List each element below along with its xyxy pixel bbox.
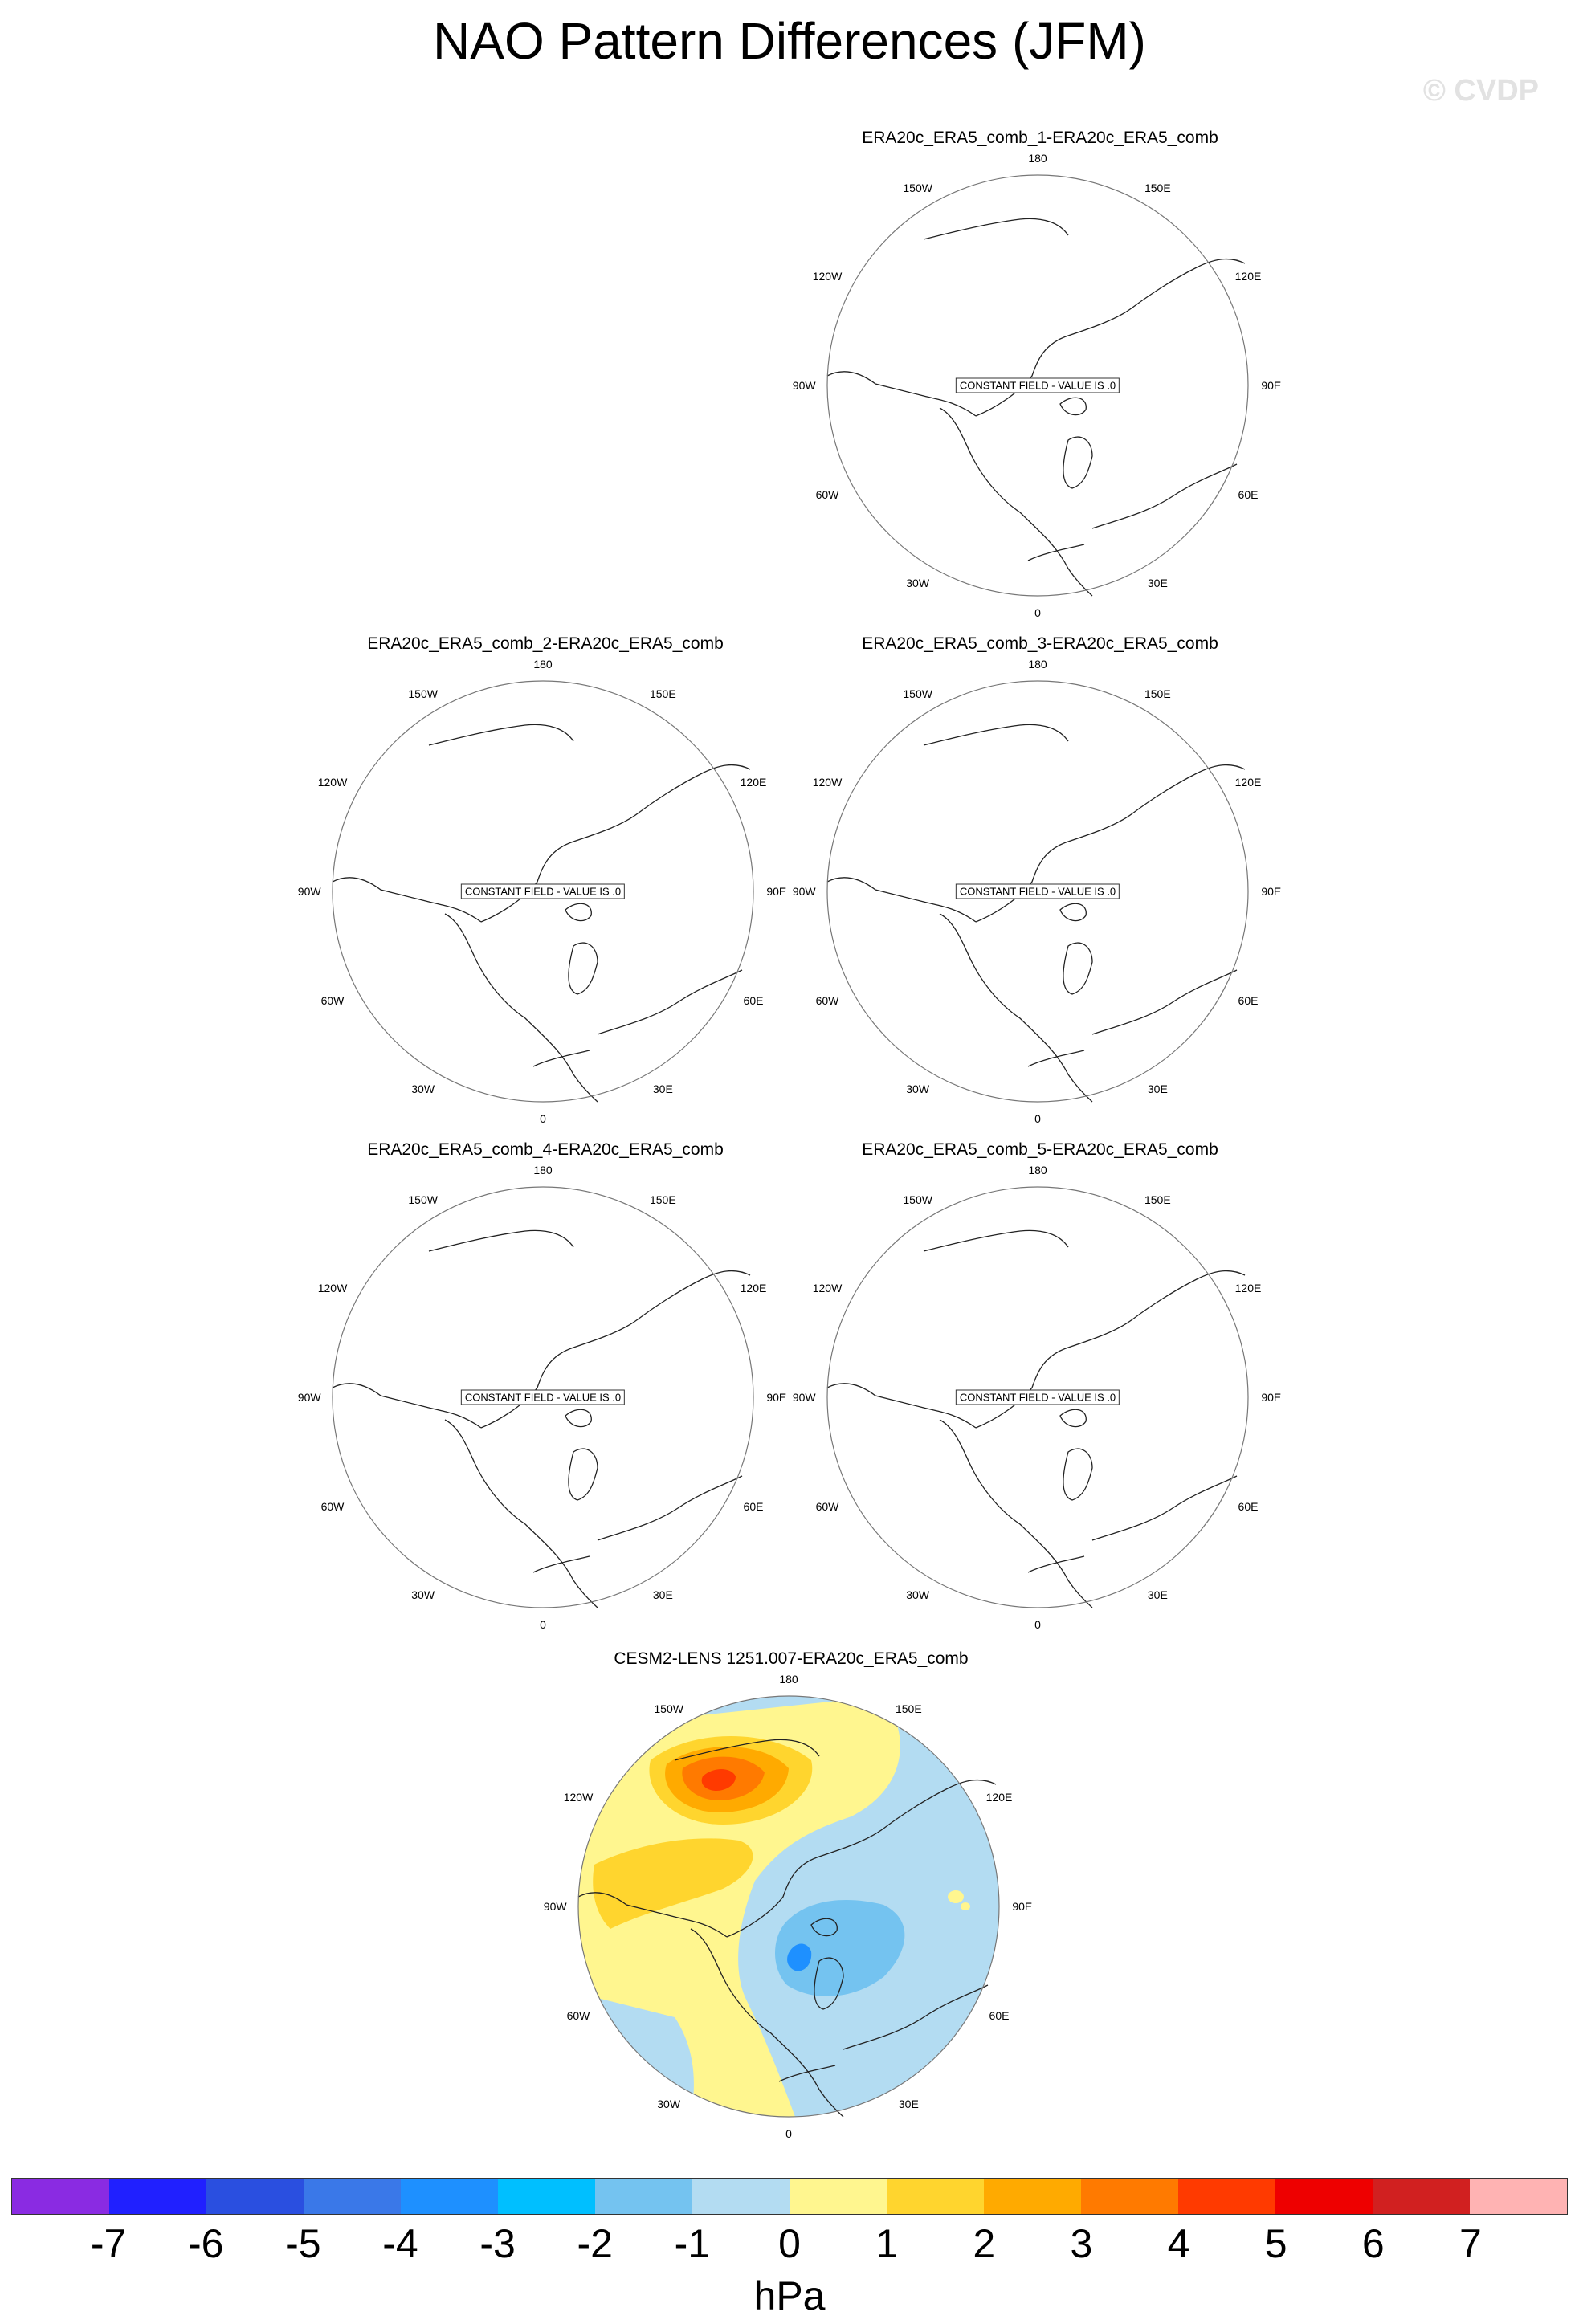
coastline	[429, 1230, 573, 1251]
coastline	[1063, 943, 1092, 994]
longitude-label: 30E	[1147, 1082, 1168, 1096]
colorbar-tick-label: 1	[875, 2221, 899, 2266]
colorbar-tick-label: 6	[1361, 2221, 1385, 2266]
longitude-label: 150E	[1144, 687, 1171, 700]
longitude-label: 90W	[543, 1900, 567, 1913]
longitude-label: 120W	[563, 1790, 594, 1804]
colorbar-tick-label: 2	[973, 2221, 996, 2266]
coastline	[1092, 1476, 1237, 1540]
coastline	[565, 903, 591, 920]
longitude-label: 180	[1028, 1164, 1047, 1177]
main-title: NAO Pattern Differences (JFM)	[433, 12, 1146, 70]
coastline	[827, 878, 976, 922]
colorbar-swatch	[595, 2179, 692, 2214]
panel-title: ERA20c_ERA5_comb_2-ERA20c_ERA5_comb	[367, 634, 724, 653]
polar-map-filled	[578, 1696, 999, 2117]
longitude-label: 150W	[903, 1193, 932, 1206]
longitude-label: 60W	[815, 1500, 839, 1514]
longitude-label: 90E	[1261, 379, 1282, 392]
longitude-label: 30W	[906, 577, 930, 590]
map-panel-6	[543, 1649, 1033, 2140]
longitude-label: 150E	[649, 1193, 676, 1206]
coastline	[1028, 1556, 1084, 1572]
constant-field-label: CONSTANT FIELD - VALUE IS .0	[956, 1390, 1120, 1405]
longitude-label: 150E	[1144, 1193, 1171, 1206]
map-panel-3	[792, 634, 1282, 1125]
longitude-label: 0	[540, 1111, 546, 1125]
longitude-label: 90W	[297, 885, 321, 898]
constant-field-label: CONSTANT FIELD - VALUE IS .0	[956, 378, 1120, 393]
constant-field-label: CONSTANT FIELD - VALUE IS .0	[956, 884, 1120, 899]
longitude-label: 180	[1028, 658, 1047, 671]
colorbar-swatch	[1081, 2179, 1178, 2214]
colorbar-swatch	[790, 2179, 887, 2214]
map-panel-1	[792, 128, 1282, 619]
colorbar-swatch	[109, 2179, 206, 2214]
longitude-label: 180	[779, 1673, 798, 1686]
longitude-label: 60W	[815, 488, 839, 502]
colorbar-swatch	[1275, 2179, 1373, 2214]
colorbar-tick-label: -5	[285, 2221, 321, 2266]
longitude-label: 90W	[792, 1391, 816, 1404]
longitude-label: 30E	[898, 2098, 919, 2111]
longitude-label: 180	[533, 658, 553, 671]
panel-title: ERA20c_ERA5_comb_3-ERA20c_ERA5_comb	[862, 634, 1218, 653]
longitude-label: 150E	[1144, 181, 1171, 194]
colorbar-tick-label: 5	[1264, 2221, 1287, 2266]
map-panel-4	[297, 1140, 787, 1631]
longitude-label: 150W	[903, 181, 932, 194]
coastline	[1028, 544, 1084, 561]
coastline	[333, 1384, 481, 1428]
longitude-label: 120W	[812, 1281, 843, 1295]
longitude-label: 60W	[566, 2009, 590, 2023]
coastline	[569, 1449, 598, 1500]
colorbar-swatch	[984, 2179, 1081, 2214]
longitude-label: 30W	[411, 1588, 435, 1602]
longitude-label: 60W	[320, 1500, 345, 1514]
longitude-label: 30E	[1147, 1588, 1168, 1602]
coastline	[924, 724, 1068, 745]
longitude-label: 90E	[1012, 1900, 1033, 1913]
colorbar-tick-label: -4	[382, 2221, 418, 2266]
longitude-label: 30E	[652, 1082, 673, 1096]
coastline	[429, 724, 573, 745]
panel-title: CESM2-LENS 1251.007-ERA20c_ERA5_comb	[614, 1649, 969, 1668]
colorbar-swatch	[206, 2179, 304, 2214]
coastline	[533, 1050, 590, 1066]
coastline	[924, 1230, 1068, 1251]
colorbar-swatch	[887, 2179, 984, 2214]
longitude-label: 90E	[766, 1391, 787, 1404]
coastline	[569, 943, 598, 994]
coastline	[940, 408, 1092, 596]
longitude-label: 0	[540, 1617, 546, 1631]
coastline	[1060, 1409, 1086, 1426]
coastlines	[827, 1230, 1245, 1608]
panel-title: ERA20c_ERA5_comb_4-ERA20c_ERA5_comb	[367, 1140, 724, 1159]
constant-field-label: CONSTANT FIELD - VALUE IS .0	[461, 884, 625, 899]
longitude-label: 90E	[1261, 1391, 1282, 1404]
longitude-label: 30W	[657, 2098, 681, 2111]
coastline	[565, 1409, 591, 1426]
colorbar	[11, 2178, 1568, 2215]
longitude-label: 120E	[740, 775, 767, 789]
longitude-label: 0	[785, 2126, 792, 2140]
coastline	[940, 1420, 1092, 1608]
longitude-label: 180	[1028, 152, 1047, 165]
longitude-label: 150E	[649, 687, 676, 700]
constant-field-label: CONSTANT FIELD - VALUE IS .0	[461, 1390, 625, 1405]
coastlines	[827, 218, 1245, 596]
longitude-label: 120W	[317, 775, 348, 789]
longitude-label: 60E	[743, 1500, 764, 1514]
colorbar-units: hPa	[753, 2273, 826, 2318]
colorbar-tick-label: -3	[479, 2221, 516, 2266]
coastline	[1028, 1050, 1084, 1066]
longitude-label: 120E	[1234, 269, 1262, 283]
longitude-label: 120E	[740, 1281, 767, 1295]
colorbar-swatch	[12, 2179, 109, 2214]
longitude-label: 120E	[985, 1790, 1013, 1804]
coastline	[1092, 970, 1237, 1034]
longitude-label: 150W	[903, 687, 932, 700]
coastline	[940, 914, 1092, 1102]
longitude-label: 60W	[815, 994, 839, 1008]
colorbar-swatch	[1178, 2179, 1275, 2214]
longitude-label: 30E	[652, 1588, 673, 1602]
longitude-label: 120E	[1234, 1281, 1262, 1295]
coastline	[924, 218, 1068, 239]
longitude-label: 150W	[408, 687, 438, 700]
map-panel-2	[297, 634, 787, 1125]
coastline	[1063, 437, 1092, 488]
longitude-label: 180	[533, 1164, 553, 1177]
colorbar-swatch	[1470, 2179, 1567, 2214]
coastline	[445, 1420, 598, 1608]
longitude-label: 60E	[989, 2009, 1010, 2023]
longitude-label: 120W	[317, 1281, 348, 1295]
coastline	[598, 970, 742, 1034]
coastline	[1063, 1449, 1092, 1500]
colorbar-swatch	[498, 2179, 595, 2214]
longitude-label: 60W	[320, 994, 345, 1008]
coastline	[445, 914, 598, 1102]
colorbar-tick-label: 7	[1459, 2221, 1482, 2266]
coastline	[533, 1556, 590, 1572]
colorbar-tick-label: 3	[1070, 2221, 1093, 2266]
panel-title: ERA20c_ERA5_comb_1-ERA20c_ERA5_comb	[862, 128, 1218, 147]
longitude-label: 60E	[743, 994, 764, 1008]
longitude-label: 30W	[411, 1082, 435, 1096]
longitude-label: 120W	[812, 269, 843, 283]
coastline	[598, 1476, 742, 1540]
colorbar-swatch	[304, 2179, 401, 2214]
longitude-label: 60E	[1238, 1500, 1259, 1514]
colorbar-tick-label: -6	[188, 2221, 224, 2266]
longitude-label: 30W	[906, 1588, 930, 1602]
map-panel-5	[792, 1140, 1282, 1631]
colorbar-tick-label: -1	[674, 2221, 711, 2266]
longitude-label: 90W	[792, 885, 816, 898]
coastlines	[827, 724, 1245, 1102]
longitude-label: 30E	[1147, 577, 1168, 590]
coastline	[1092, 464, 1237, 528]
longitude-label: 90W	[297, 1391, 321, 1404]
coastlines	[333, 1230, 750, 1608]
watermark: © CVDP	[1422, 74, 1539, 108]
longitude-label: 150E	[895, 1702, 922, 1715]
panel-title: ERA20c_ERA5_comb_5-ERA20c_ERA5_comb	[862, 1140, 1218, 1159]
coastline	[827, 1384, 976, 1428]
longitude-label: 0	[1034, 1111, 1041, 1125]
colorbar-tick-label: -2	[577, 2221, 613, 2266]
longitude-label: 60E	[1238, 994, 1259, 1008]
longitude-label: 150W	[654, 1702, 683, 1715]
coastline	[1060, 398, 1086, 414]
contour-fill	[578, 1696, 999, 2117]
longitude-label: 30W	[906, 1082, 930, 1096]
colorbar-swatch	[401, 2179, 498, 2214]
longitude-label: 0	[1034, 605, 1041, 619]
coastline	[827, 372, 976, 416]
coastline	[333, 878, 481, 922]
coastlines	[333, 724, 750, 1102]
colorbar-tick-label: 0	[778, 2221, 801, 2266]
longitude-label: 120E	[1234, 775, 1262, 789]
longitude-label: 90W	[792, 379, 816, 392]
colorbar-swatch	[1373, 2179, 1470, 2214]
longitude-label: 90E	[1261, 885, 1282, 898]
coastline	[1060, 903, 1086, 920]
longitude-label: 0	[1034, 1617, 1041, 1631]
longitude-label: 90E	[766, 885, 787, 898]
colorbar-tick-label: 4	[1167, 2221, 1190, 2266]
longitude-label: 60E	[1238, 488, 1259, 502]
colorbar-swatch	[692, 2179, 790, 2214]
colorbar-tick-label: -7	[90, 2221, 127, 2266]
longitude-label: 150W	[408, 1193, 438, 1206]
longitude-label: 120W	[812, 775, 843, 789]
